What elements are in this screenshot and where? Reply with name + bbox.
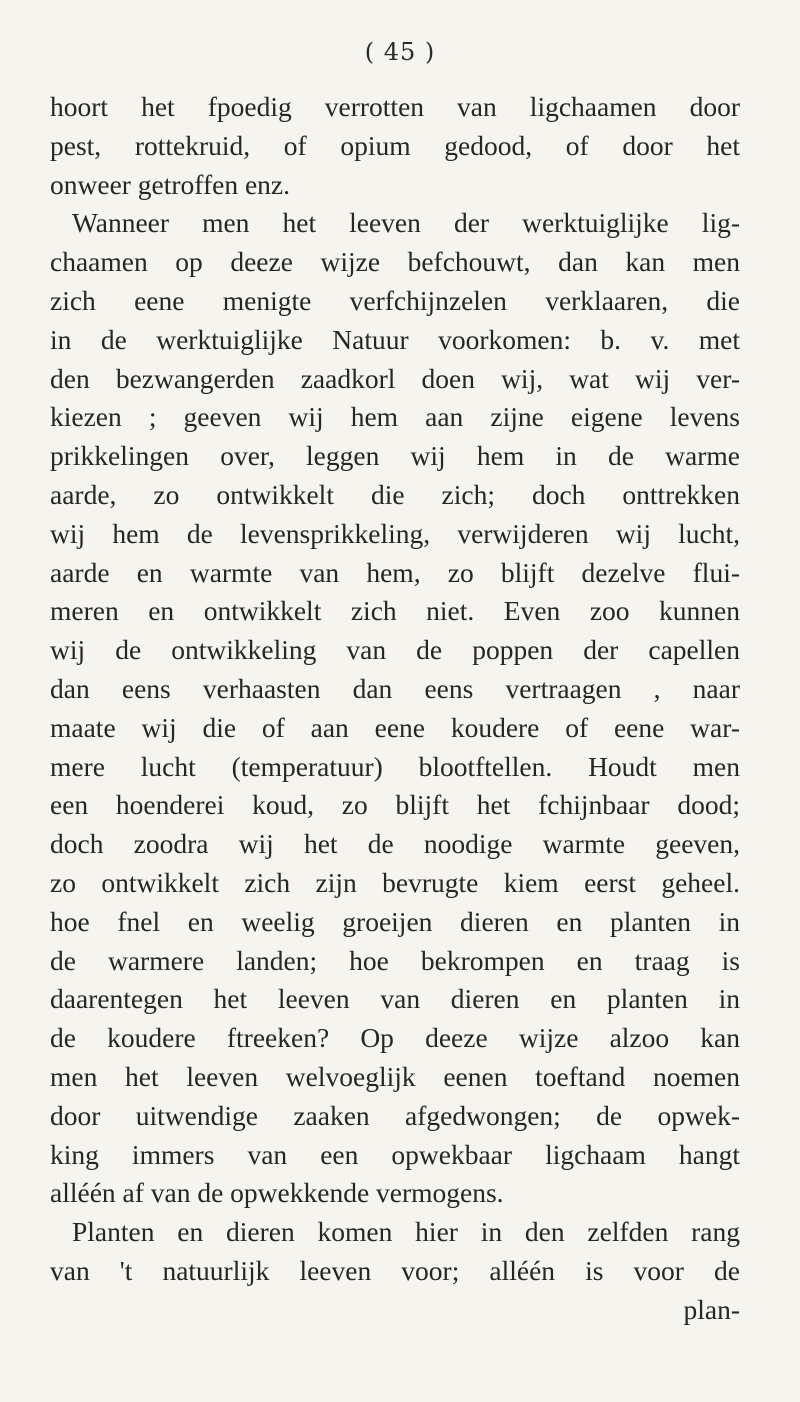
text-line: onweer getroffen enz. [50, 168, 290, 200]
text-line: wij hem de levensprikkeling, verwijderen wij lucht, [50, 517, 740, 549]
text-line: hoort het fpoedig verrotten van ligchaamen door [50, 91, 740, 122]
text-line: kiezen ; geeven wij hem aan zijne eigene levens [50, 401, 740, 433]
text-line: prikkelingen over, leggen wij hem in de warme [50, 440, 740, 472]
text-line: daarentegen het leeven van dieren en planten in [50, 983, 740, 1015]
body-text [50, 88, 740, 1330]
text-line: aarde, zo ontwikkelt die zich; doch onttrekken [50, 478, 740, 510]
text-line: doch zoodra wij het de noodige warmte geeven, [50, 828, 740, 860]
text-line: men het leeven welvoeglijk eenen toeftand noemen [50, 1060, 740, 1092]
text-line: in de werktuiglijke Natuur voorkomen: b. v. met [50, 323, 740, 355]
text-line: wij de ontwikkeling van de poppen der capellen [50, 634, 740, 666]
text-line: maate wij die of aan eene koudere of eene war- [50, 711, 740, 743]
text-line: pest, rottekruid, of opium gedood, of door het [50, 129, 740, 161]
text-line: door uitwendige zaaken afgedwongen; de opwek- [50, 1099, 740, 1131]
text-line: zich eene menigte verfchijnzelen verklaaren, die [50, 284, 740, 316]
text-line: chaamen op deeze wijze befchouwt, dan kan men [50, 246, 740, 278]
page-number: ( 45 ) [364, 38, 436, 66]
text-line: een hoenderei koud, zo blijft het fchijnbaar dood; [50, 789, 740, 821]
text-line: de warmere landen; hoe bekrompen en traag is [50, 944, 740, 976]
text-line: hoe fnel en weelig groeijen dieren en planten in [50, 905, 740, 937]
text-line: king immers van een opwekbaar ligchaam hangt [50, 1138, 740, 1170]
catchword: plan- [683, 1293, 740, 1325]
text-line: zo ontwikkelt zich zijn bevrugte kiem eerst geheel. [50, 866, 740, 898]
text-line: Wanneer men het leeven der werktuiglijke lig- [72, 207, 740, 239]
text-line: van 't natuurlijk leeven voor; alléén is voor de [50, 1254, 740, 1286]
text-line: aarde en warmte van hem, zo blijft dezelve flui- [50, 556, 740, 588]
text-line: meren en ontwikkelt zich niet. Even zoo kunnen [50, 595, 740, 627]
text-line: alléén af van de opwekkende vermogens. [50, 1177, 504, 1209]
text-line: dan eens verhaasten dan eens vertraagen , naar [50, 672, 740, 704]
text-line: mere lucht (temperatuur) blootftellen. Houdt men [50, 750, 740, 782]
text-line: Planten en dieren komen hier in den zelfden rang [72, 1216, 740, 1248]
text-line: de koudere ftreeken? Op deeze wijze alzoo kan [50, 1022, 740, 1054]
text-line: den bezwangerden zaadkorl doen wij, wat wij ver- [50, 362, 740, 394]
